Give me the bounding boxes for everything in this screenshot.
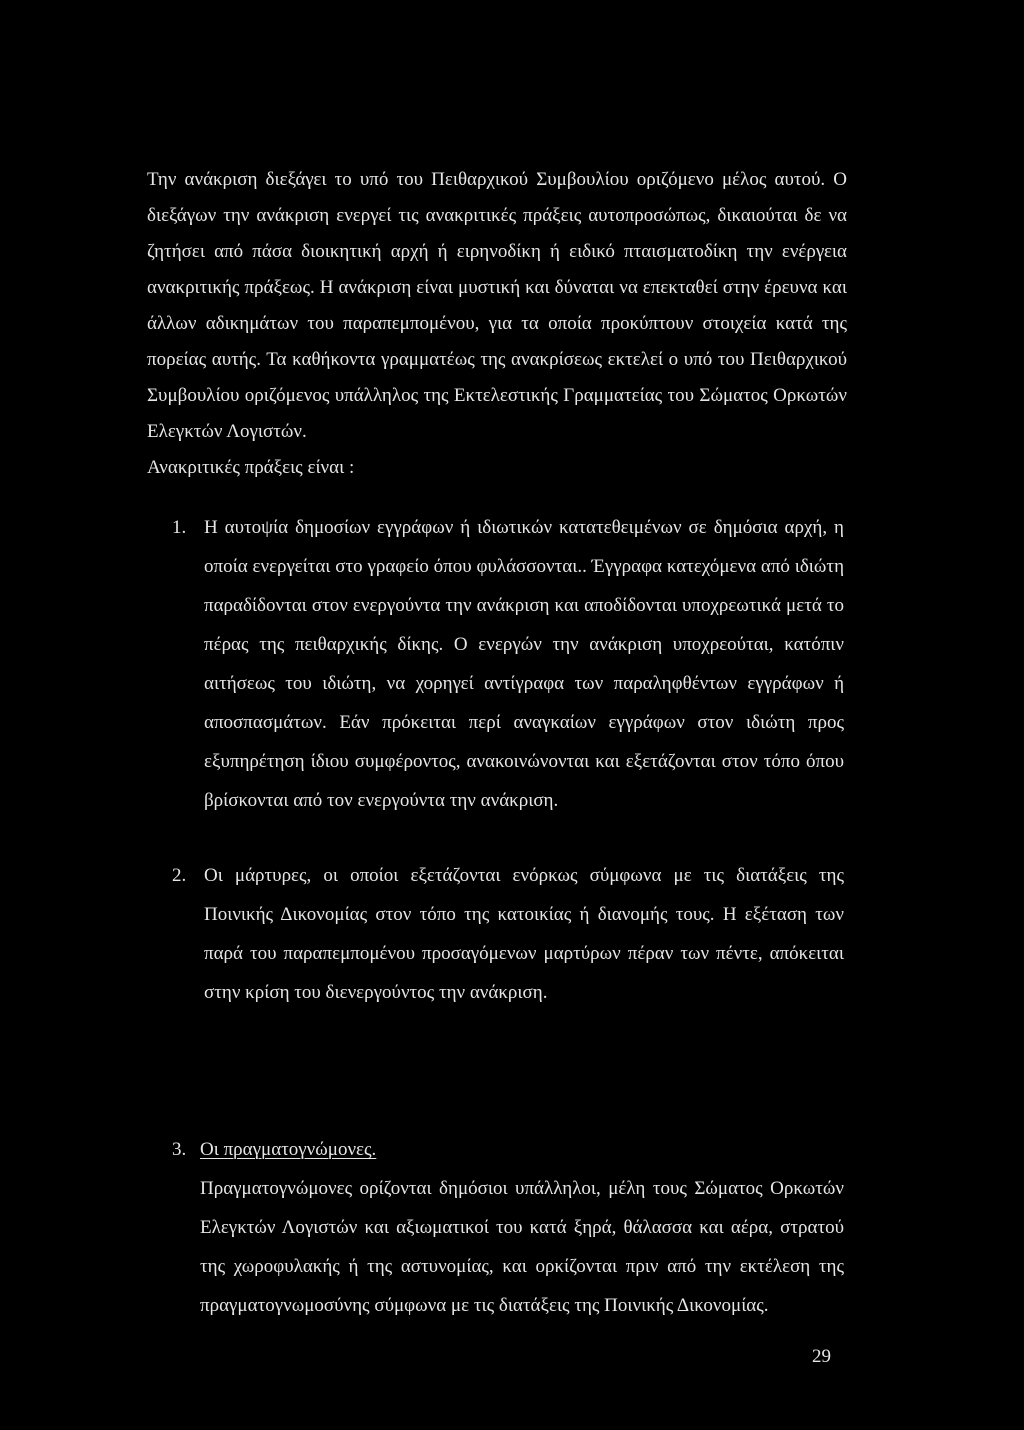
- list-item: [172, 1130, 844, 1325]
- list-item-text: Η αυτοψία δημοσίων εγγράφων ή ιδιωτικών κατατεθειμένων σε δημόσια αρχή, η οποία ενεργείται στο γραφείο όπου φυλάσσονται.. Έγγραφα κατεχόμενα από ιδιώτη παραδίδονται στον ενεργούντα την ανάκριση και αποδίδονται υποχρεωτικά μετά το πέρας της πειθαρχικής δίκης. Ο ενεργών την ανάκριση υποχρεούται, κατόπιν αιτήσεως του ιδιώτη, να χορηγεί αντίγραφα των παραληφθέντων εγγράφων ή αποσπασμάτων. Εάν πρόκειται περί αναγκαίων εγγράφων στον ιδιώτη προς εξυπηρέτηση ίδιου συμφέροντος, ανακοινώνονται και εξετάζονται στον τόπο όπου βρίσκονται από τον ενεργούντα την ανάκριση.: [204, 517, 844, 811]
- list-item: [172, 856, 844, 1012]
- list-item-number: 1.: [172, 517, 187, 538]
- list-item-number: 2.: [172, 865, 187, 886]
- list-heading: Ανακριτικές πράξεις είναι :: [147, 457, 355, 478]
- intro-paragraph: Την ανάκριση διεξάγει το υπό του Πειθαρχικού Συμβουλίου οριζόμενο μέλος αυτού. Ο διεξάγων την ανάκριση ενεργεί τις ανακριτικές πράξεις αυτοπροσώπως, δικαιούται δε να ζητήσει από πάσα διοικητική αρχή ή ειρηνοδίκη ή ειδικό πταισματοδίκη την ενέργεια ανακριτικής πράξεως. Η ανάκριση είναι μυστική και δύναται να επεκταθεί στην έρευνα και άλλων αδικημάτων του παραπεμπομένου, για τα οποία προκύπτουν στοιχεία κατά της πορείας αυτής. Τα καθήκοντα γραμματέως της ανακρίσεως εκτελεί ο υπό του Πειθαρχικού Συμβουλίου οριζόμενος υπάλληλος της Εκτελεστικής Γραμματείας του Σώματος Ορκωτών Ελεγκτών Λογιστών.: [147, 169, 847, 442]
- list-item-text: Πραγματογνώμονες ορίζονται δημόσιοι υπάλληλοι, μέλη τους Σώματος Ορκωτών Ελεγκτών Λογιστών και αξιωματικοί του κατά ξηρά, θάλασσα και αέρα, στρατού της χωροφυλακής ή της αστυνομίας, και ορκίζονται πριν από την εκτέλεση της πραγματογνωμοσύνης σύμφωνα με τις διατάξεις της Ποινικής Δικονομίας.: [200, 1178, 844, 1316]
- list-item-number: 3.: [172, 1139, 187, 1160]
- list-item-text: Οι μάρτυρες, οι οποίοι εξετάζονται ενόρκως σύμφωνα με τις διατάξεις της Ποινικής Δικονομίας στον τόπο της κατοικίας ή διανομής τους. Η εξέταση των παρά του παραπεμπομένου προσαγόμενων μαρτύρων πέραν των πέντε, απόκειται στην κρίση του διενεργούντος την ανάκριση.: [204, 865, 844, 1003]
- page-number: 29: [812, 1346, 831, 1367]
- intro-section: [147, 162, 847, 486]
- list-item: [172, 508, 844, 820]
- list-item-title: Οι πραγματογνώμονες.: [200, 1139, 377, 1160]
